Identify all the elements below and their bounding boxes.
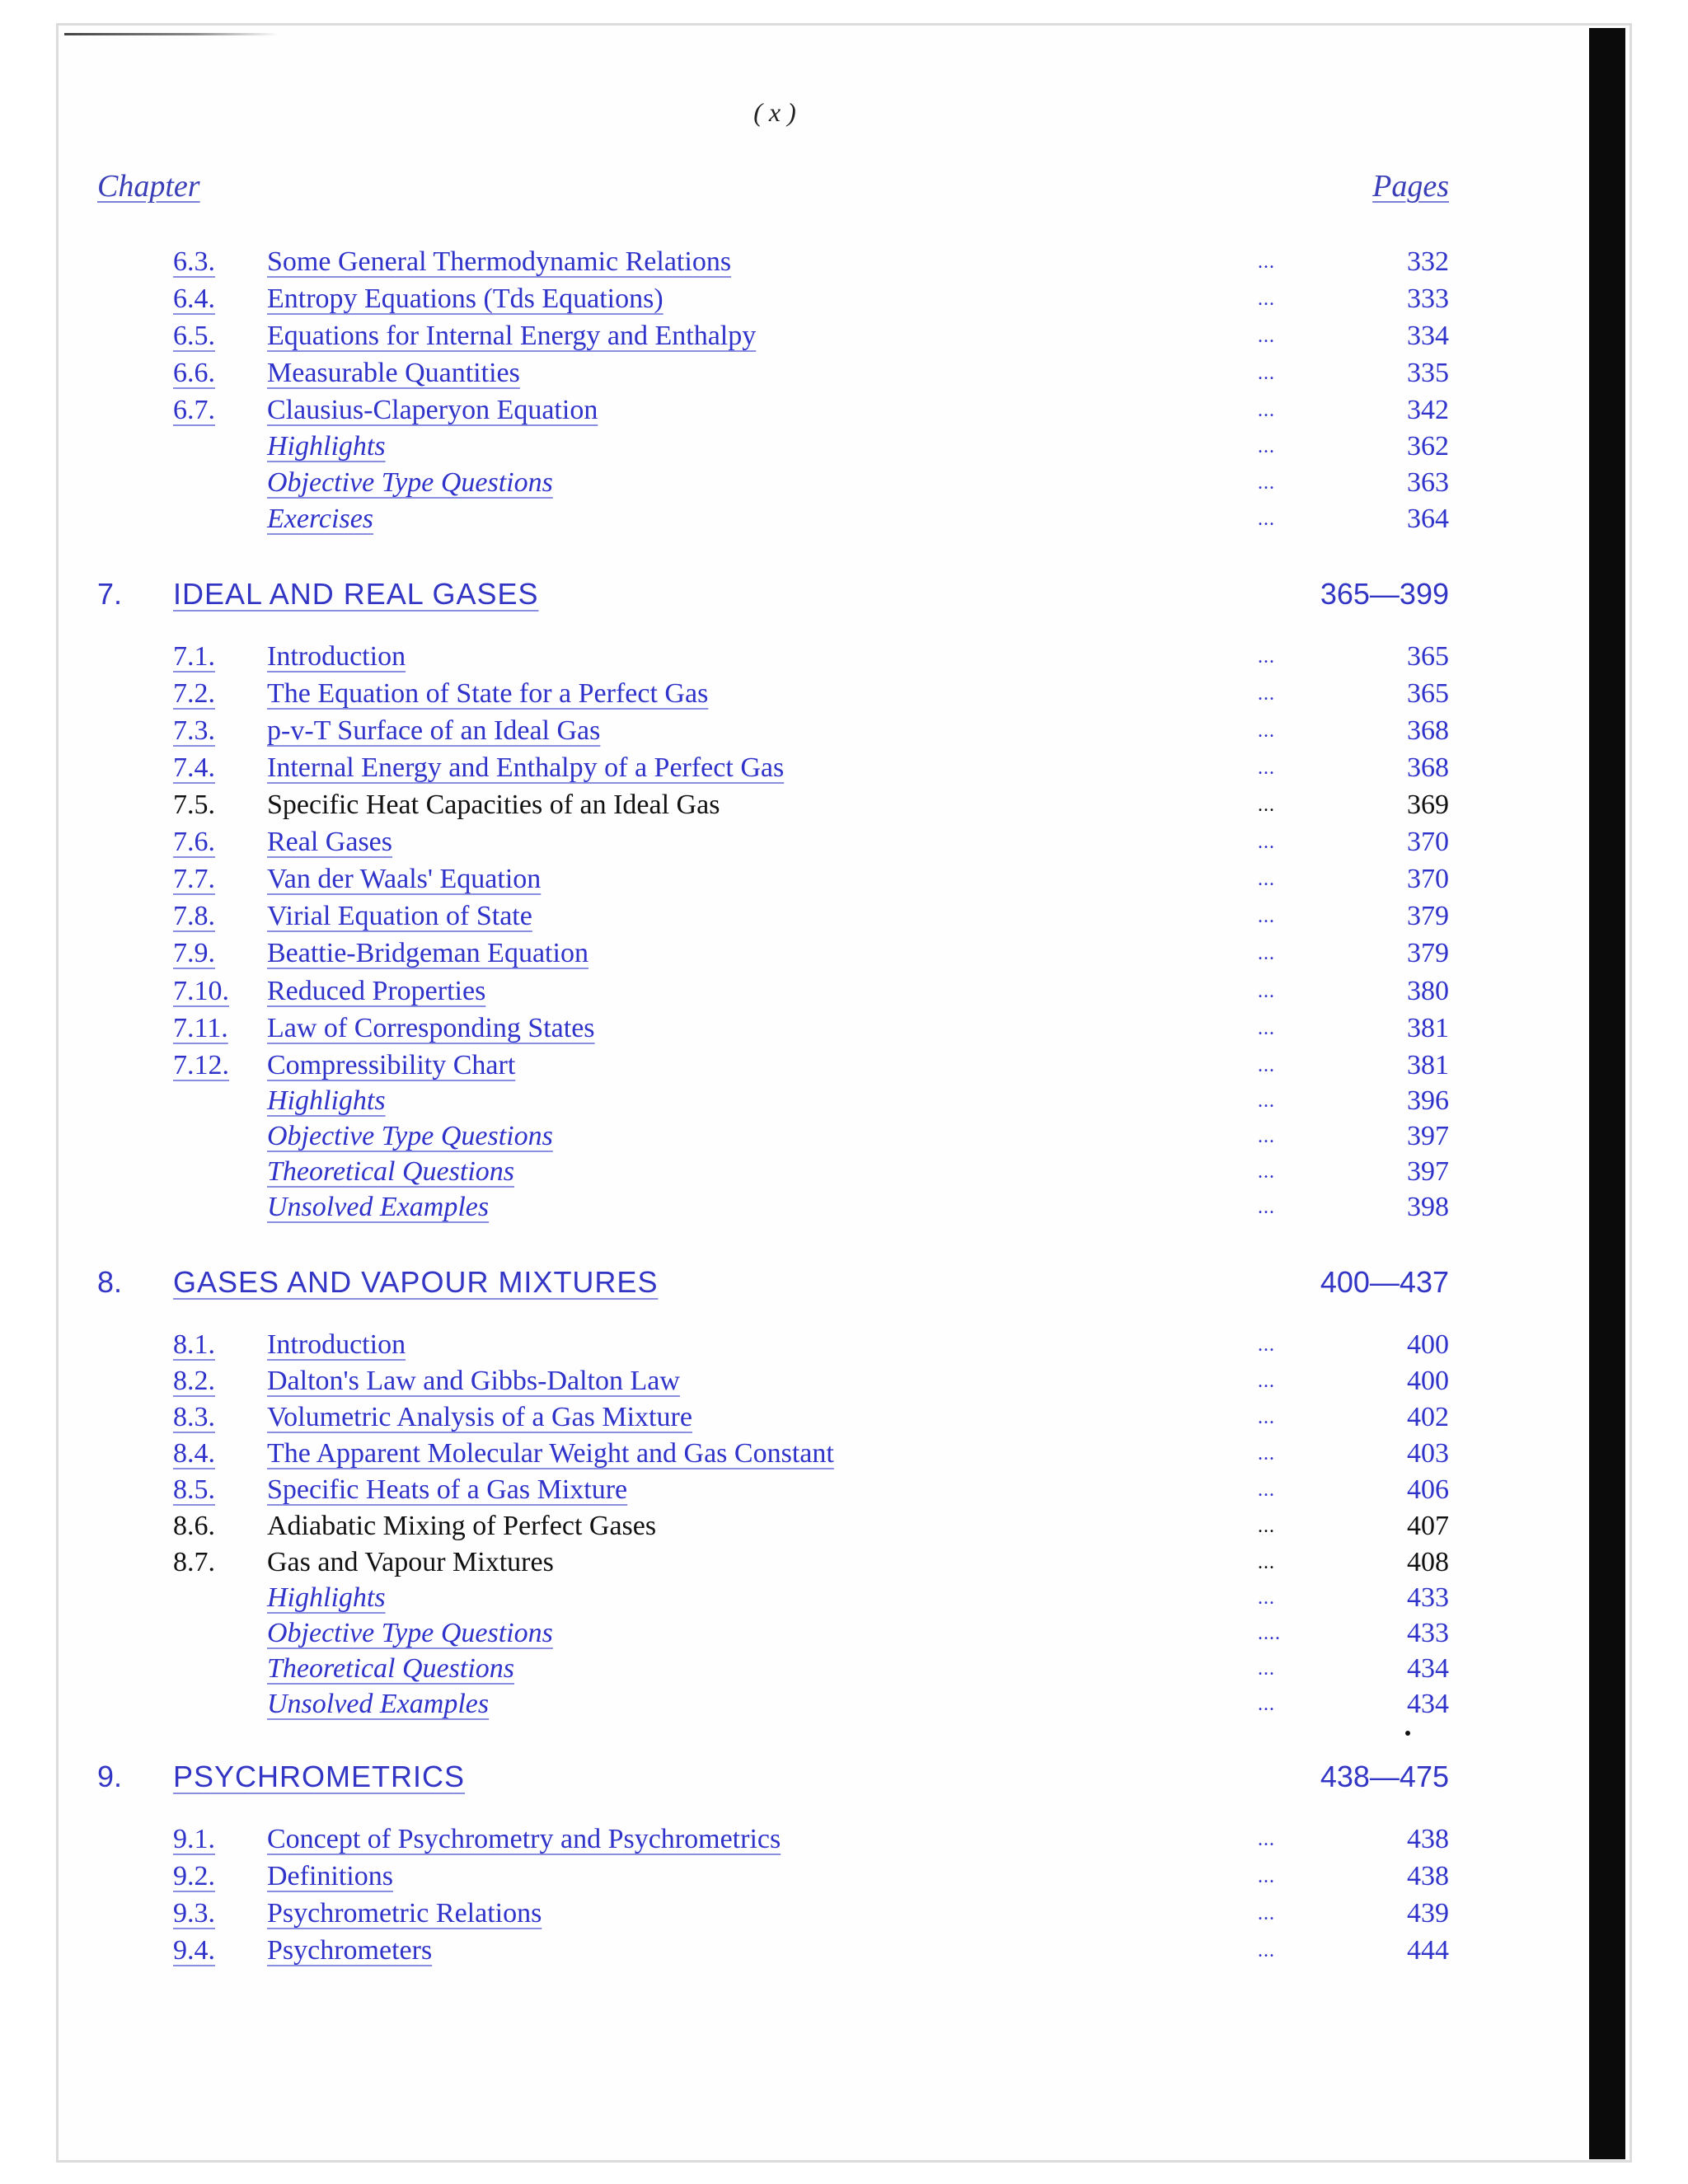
toc-entry[interactable] (0, 973, 1688, 1010)
leader-dots: ... (1258, 683, 1275, 705)
entry-page: 400 (1407, 1366, 1449, 1396)
toc-entry[interactable] (0, 1436, 1688, 1472)
entry-number: 6.5. (173, 321, 215, 351)
toc-entry-theoretical-questions[interactable] (0, 1154, 1688, 1190)
toc-entry[interactable] (0, 318, 1688, 354)
chapter-number: 9. (97, 1760, 123, 1793)
entry-number: 7.12. (173, 1050, 229, 1080)
toc-entry[interactable] (0, 1363, 1688, 1399)
entry-page: 397 (1407, 1121, 1449, 1151)
leader-dots: ... (1258, 1443, 1275, 1465)
leader-dots: ... (1258, 1161, 1275, 1183)
leader-dots: ... (1258, 757, 1275, 779)
entry-page: 368 (1407, 752, 1449, 783)
entry-page: 438 (1407, 1861, 1449, 1891)
toc-entry-theoretical-questions[interactable] (0, 1651, 1688, 1687)
toc-entry-objective-questions[interactable] (0, 465, 1688, 501)
entry-number: 7.9. (173, 938, 215, 968)
leader-dots: ... (1258, 1516, 1275, 1537)
entry-title: Adiabatic Mixing of Perfect Gases (267, 1511, 657, 1541)
leader-dots: ... (1258, 400, 1275, 421)
entry-title: Introduction (267, 1329, 406, 1360)
entry-number: 7.10. (173, 976, 229, 1006)
leader-dots: ... (1258, 869, 1275, 890)
entry-title: Definitions (267, 1861, 393, 1891)
chapter-heading-7[interactable] (0, 573, 1688, 616)
entry-page: 433 (1407, 1618, 1449, 1648)
entry-page: 400 (1407, 1329, 1449, 1360)
toc-entry[interactable] (0, 824, 1688, 860)
entry-title: Entropy Equations (Tds Equations) (267, 284, 663, 314)
entry-page: 381 (1407, 1050, 1449, 1080)
leader-dots: ... (1258, 436, 1275, 457)
leader-dots: ... (1258, 1694, 1275, 1715)
chapter-column-header: Chapter (97, 169, 200, 204)
entry-title: Real Gases (267, 827, 393, 857)
toc-entry[interactable] (0, 713, 1688, 749)
leader-dots: ... (1258, 288, 1275, 310)
entry-number: 7.7. (173, 864, 215, 894)
leader-dots: ... (1258, 1479, 1275, 1501)
entry-page: 362 (1407, 431, 1449, 462)
entry-page: 369 (1407, 790, 1449, 820)
entry-page: 438 (1407, 1824, 1449, 1854)
leader-dots: ... (1258, 981, 1275, 1002)
entry-page: 334 (1407, 321, 1449, 351)
entry-number: 8.2. (173, 1366, 215, 1396)
scan-speck (1405, 1731, 1410, 1736)
entry-title: Concept of Psychrometry and Psychrometrics (267, 1824, 781, 1854)
entry-title: Reduced Properties (267, 976, 486, 1006)
leader-dots: ... (1258, 1866, 1275, 1887)
entry-number: 6.3. (173, 246, 215, 277)
entry-page: 342 (1407, 395, 1449, 425)
leader-dots: .... (1258, 1623, 1281, 1644)
toc-entry[interactable] (0, 639, 1688, 675)
leader-dots: ... (1258, 1903, 1275, 1924)
entry-page: 434 (1407, 1689, 1449, 1719)
entry-number: 6.7. (173, 395, 215, 425)
entry-number: 8.5. (173, 1474, 215, 1505)
leader-dots: ... (1258, 1197, 1275, 1218)
entry-title: Equations for Internal Energy and Enthalpy (267, 321, 757, 351)
entry-title: Psychrometric Relations (267, 1898, 542, 1929)
toc-entry[interactable] (0, 1544, 1688, 1581)
toc-entry[interactable] (0, 1933, 1688, 1969)
entry-title: Measurable Quantities (267, 358, 520, 388)
entry-page: 402 (1407, 1402, 1449, 1432)
entry-number: 6.4. (173, 284, 215, 314)
entry-page: 379 (1407, 901, 1449, 931)
entry-title: Law of Corresponding States (267, 1013, 595, 1043)
entry-title: Clausius-Claperyon Equation (267, 395, 598, 425)
leader-dots: ... (1258, 1018, 1275, 1039)
entry-title: Unsolved Examples (267, 1689, 490, 1719)
chapter-title: PSYCHROMETRICS (173, 1760, 466, 1793)
toc-entry[interactable] (0, 676, 1688, 712)
entry-title: Theoretical Questions (267, 1156, 514, 1187)
toc-entry-exercises[interactable] (0, 501, 1688, 537)
toc-entry[interactable] (0, 1821, 1688, 1858)
entry-title: The Equation of State for a Perfect Gas (267, 678, 709, 709)
leader-dots: ... (1258, 1658, 1275, 1680)
toc-entry[interactable] (0, 861, 1688, 898)
toc-entry-unsolved-examples[interactable] (0, 1686, 1688, 1722)
toc-entry[interactable] (0, 935, 1688, 972)
toc-entry-objective-questions[interactable] (0, 1615, 1688, 1652)
entry-title: Van der Waals' Equation (267, 864, 542, 894)
entry-number: 8.3. (173, 1402, 215, 1432)
entry-number: 9.3. (173, 1898, 215, 1929)
entry-title: Highlights (267, 431, 386, 462)
leader-dots: ... (1258, 363, 1275, 384)
entry-number: 7.3. (173, 715, 215, 746)
entry-number: 8.4. (173, 1438, 215, 1469)
entry-page: 365 (1407, 678, 1449, 709)
entry-number: 7.6. (173, 827, 215, 857)
toc-entry[interactable] (0, 392, 1688, 429)
entry-title: Introduction (267, 641, 406, 672)
entry-page: 408 (1407, 1547, 1449, 1577)
entry-title: Exercises (267, 504, 374, 534)
toc-entry-highlights[interactable] (0, 429, 1688, 465)
leader-dots: ... (1258, 1587, 1275, 1609)
entry-page: 403 (1407, 1438, 1449, 1469)
entry-number: 7.11. (173, 1013, 228, 1043)
entry-page: 364 (1407, 504, 1449, 534)
entry-title: Volumetric Analysis of a Gas Mixture (267, 1402, 692, 1432)
entry-page: 370 (1407, 864, 1449, 894)
entry-page: 407 (1407, 1511, 1449, 1541)
chapter-heading-9[interactable] (0, 1755, 1688, 1798)
entry-number: 6.6. (173, 358, 215, 388)
toc-entry-unsolved-examples[interactable] (0, 1189, 1688, 1226)
toc-entry[interactable] (0, 1508, 1688, 1544)
entry-title: Virial Equation of State (267, 901, 532, 931)
toc-entry[interactable] (0, 1010, 1688, 1047)
entry-page: 433 (1407, 1582, 1449, 1613)
chapter-page-range: 438—475 (1320, 1760, 1449, 1793)
leader-dots: ... (1258, 326, 1275, 347)
leader-dots: ... (1258, 1407, 1275, 1428)
entry-page: 335 (1407, 358, 1449, 388)
entry-number: 8.7. (173, 1547, 215, 1577)
entry-page: 368 (1407, 715, 1449, 746)
entry-number: 9.1. (173, 1824, 215, 1854)
entry-page: 370 (1407, 827, 1449, 857)
entry-title: Objective Type Questions (267, 467, 553, 498)
leader-dots: ... (1258, 1371, 1275, 1392)
toc-entry[interactable] (0, 787, 1688, 823)
toc-entry[interactable] (0, 1472, 1688, 1508)
pages-column-header: Pages (1372, 169, 1449, 204)
entry-page: 332 (1407, 246, 1449, 277)
leader-dots: ... (1258, 1334, 1275, 1356)
entry-page: 363 (1407, 467, 1449, 498)
entry-number: 7.4. (173, 752, 215, 783)
leader-dots: ... (1258, 1552, 1275, 1573)
entry-page: 397 (1407, 1156, 1449, 1187)
toc-entry-highlights[interactable] (0, 1580, 1688, 1616)
toc-entry[interactable] (0, 355, 1688, 391)
entry-number: 9.4. (173, 1935, 215, 1966)
entry-page: 379 (1407, 938, 1449, 968)
entry-title: The Apparent Molecular Weight and Gas Constant (267, 1438, 834, 1469)
toc-entry[interactable] (0, 281, 1688, 317)
leader-dots: ... (1258, 509, 1275, 530)
entry-page: 398 (1407, 1192, 1449, 1222)
entry-title: Highlights (267, 1582, 386, 1613)
chapter-page-range: 365—399 (1320, 577, 1449, 611)
chapter-title: IDEAL AND REAL GASES (173, 577, 539, 611)
leader-dots: ... (1258, 720, 1275, 742)
entry-page: 380 (1407, 976, 1449, 1006)
toc-entry-objective-questions[interactable] (0, 1118, 1688, 1155)
entry-title: Dalton's Law and Gibbs-Dalton Law (267, 1366, 680, 1396)
chapter-number: 8. (97, 1265, 123, 1299)
toc-entry[interactable] (0, 1047, 1688, 1084)
toc-entry[interactable] (0, 898, 1688, 935)
leader-dots: ... (1258, 1055, 1275, 1076)
entry-page: 439 (1407, 1898, 1449, 1929)
entry-number: 8.6. (173, 1511, 215, 1541)
entry-page: 381 (1407, 1013, 1449, 1043)
scan-top-rule (64, 33, 279, 35)
entry-number: 9.2. (173, 1861, 215, 1891)
entry-title: Gas and Vapour Mixtures (267, 1547, 554, 1577)
entry-title: Theoretical Questions (267, 1653, 514, 1684)
entry-number: 8.1. (173, 1329, 215, 1360)
leader-dots: ... (1258, 906, 1275, 927)
entry-page: 406 (1407, 1474, 1449, 1505)
leader-dots: ... (1258, 1829, 1275, 1850)
entry-title: Objective Type Questions (267, 1121, 553, 1151)
chapter-title: GASES AND VAPOUR MIXTURES (173, 1265, 659, 1299)
leader-dots: ... (1258, 472, 1275, 494)
leader-dots: ... (1258, 1940, 1275, 1961)
entry-page: 434 (1407, 1653, 1449, 1684)
entry-number: 7.8. (173, 901, 215, 931)
leader-dots: ... (1258, 251, 1275, 273)
leader-dots: ... (1258, 1126, 1275, 1147)
entry-number: 7.1. (173, 641, 215, 672)
toc-entry[interactable] (0, 750, 1688, 786)
entry-title: Psychrometers (267, 1935, 433, 1966)
entry-title: Specific Heat Capacities of an Ideal Gas (267, 790, 720, 820)
chapter-number: 7. (97, 577, 123, 611)
entry-page: 365 (1407, 641, 1449, 672)
leader-dots: ... (1258, 832, 1275, 853)
leader-dots: ... (1258, 1090, 1275, 1112)
entry-page: 444 (1407, 1935, 1449, 1966)
entry-title: Some General Thermodynamic Relations (267, 246, 732, 277)
toc-entry[interactable] (0, 1399, 1688, 1436)
entry-title: Internal Energy and Enthalpy of a Perfect Gas (267, 752, 785, 783)
entry-page: 396 (1407, 1085, 1449, 1116)
leader-dots: ... (1258, 943, 1275, 964)
entry-number: 7.5. (173, 790, 215, 820)
toc-entry-highlights[interactable] (0, 1083, 1688, 1119)
entry-title: Compressibility Chart (267, 1050, 516, 1080)
toc-entry[interactable] (0, 1858, 1688, 1895)
chapter-page-range: 400—437 (1320, 1265, 1449, 1299)
toc-entry[interactable] (0, 1896, 1688, 1932)
leader-dots: ... (1258, 794, 1275, 816)
entry-page: 333 (1407, 284, 1449, 314)
toc-entry[interactable] (0, 1327, 1688, 1363)
entry-title: Beattie-Bridgeman Equation (267, 938, 588, 968)
toc-entry[interactable] (0, 244, 1688, 280)
entry-title: Specific Heats of a Gas Mixture (267, 1474, 628, 1505)
page-folio: ( x ) (753, 97, 796, 127)
entry-title: Objective Type Questions (267, 1618, 553, 1648)
entry-title: Unsolved Examples (267, 1192, 490, 1222)
entry-number: 7.2. (173, 678, 215, 709)
entry-title: Highlights (267, 1085, 386, 1116)
leader-dots: ... (1258, 646, 1275, 668)
chapter-heading-8[interactable] (0, 1261, 1688, 1304)
entry-title: p-v-T Surface of an Ideal Gas (267, 715, 601, 746)
